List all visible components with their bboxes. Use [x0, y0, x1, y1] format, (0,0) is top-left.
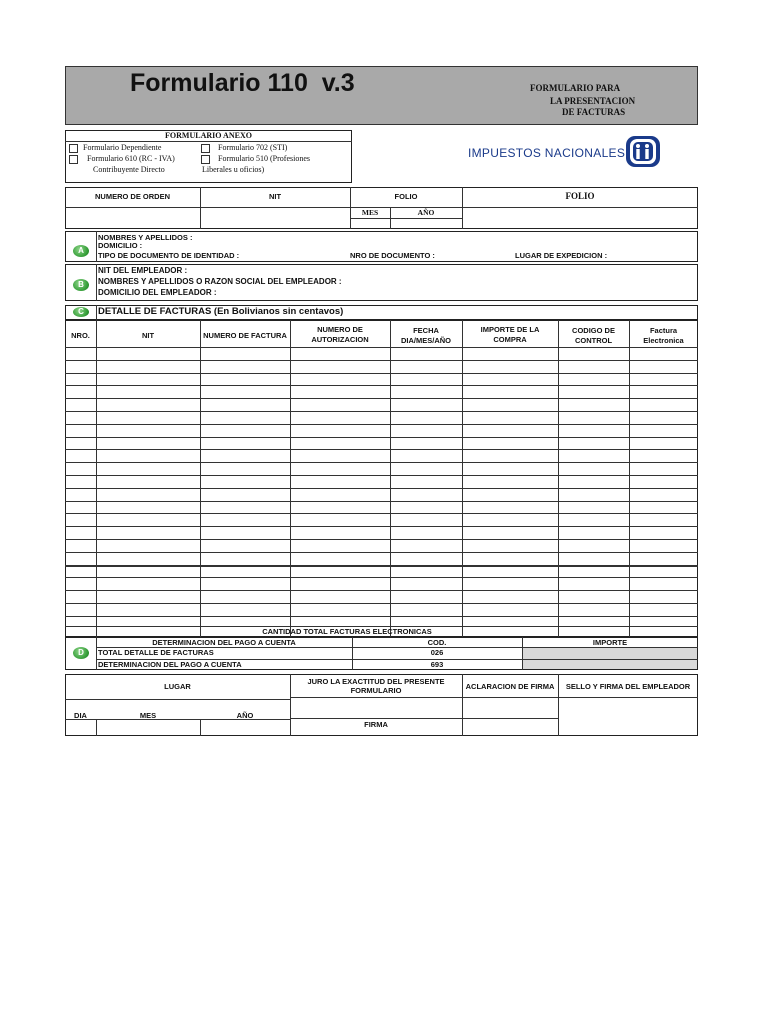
mes-footer-label: MES [139, 711, 157, 720]
pago-cuenta-label: DETERMINACION DEL PAGO A CUENTA [98, 660, 242, 669]
anexo-opt-610-sub: Contribuyente Directo [93, 165, 165, 174]
table-row[interactable] [66, 604, 697, 616]
pago-cuenta-cod: 693 [430, 660, 444, 669]
numero-orden-label: NUMERO DE ORDEN [94, 192, 170, 201]
importe-total-field[interactable] [523, 648, 697, 659]
firma-label: FIRMA [364, 720, 388, 729]
table-row[interactable] [66, 476, 697, 488]
table-row[interactable] [66, 361, 697, 373]
nro-documento-label: NRO DE DOCUMENTO : [350, 251, 435, 260]
aclaracion-label: ACLARACION DE FIRMA [465, 682, 555, 691]
col-importe-2: COMPRA [493, 335, 527, 344]
table-row[interactable] [66, 450, 697, 462]
numero-orden-field[interactable] [66, 208, 199, 228]
table-row[interactable] [66, 527, 697, 539]
anexo-opt-510: Formulario 510 (Profesiones [218, 154, 310, 163]
table-row[interactable] [66, 425, 697, 437]
domicilio-empleador-label: DOMICILIO DEL EMPLEADOR : [98, 288, 217, 297]
lugar-label: LUGAR [164, 682, 191, 691]
table-row[interactable] [66, 514, 697, 526]
table-row[interactable] [66, 591, 697, 603]
determinacion-title: DETERMINACION DEL PAGO A CUENTA [152, 638, 296, 647]
form-subtitle-3: DE FACTURAS [562, 107, 626, 117]
juro-label-2: FORMULARIO [350, 686, 402, 695]
anexo-check-610[interactable] [69, 155, 78, 164]
anexo-check-dependiente[interactable] [69, 144, 78, 153]
anexo-opt-510-sub: Liberales u oficios) [202, 165, 265, 174]
juro-label-1: JURO LA EXACTITUD DEL PRESENTE [307, 677, 445, 686]
anexo-title: FORMULARIO ANEXO [165, 131, 252, 140]
anexo-check-510[interactable] [201, 155, 210, 164]
nit-label: NIT [268, 192, 282, 201]
col-factura-1: Factura [649, 326, 678, 335]
lugar-field[interactable] [66, 700, 290, 710]
table-row[interactable] [66, 463, 697, 475]
nombres-apellidos-label: NOMBRES Y APELLIDOS : [98, 233, 193, 242]
importe-pago-field[interactable] [523, 660, 697, 669]
col-codigo-1: CODIGO DE [572, 326, 615, 335]
col-nro: NRO. [71, 331, 90, 340]
sello-firma-field[interactable] [559, 698, 697, 735]
importe-header: IMPORTE [592, 638, 628, 647]
cod-header: COD. [427, 638, 447, 647]
col-factura-2: Electronica [643, 336, 684, 345]
col-codigo-2: CONTROL [574, 336, 613, 345]
firma-field[interactable] [291, 698, 461, 717]
table-row[interactable] [66, 374, 697, 385]
form-subtitle-2: LA PRESENTACION [550, 96, 636, 106]
table-row[interactable] [66, 502, 697, 513]
lugar-expedicion-label: LUGAR DE EXPEDICION : [515, 251, 608, 260]
dia-label: DIA [74, 711, 87, 720]
anexo-opt-702: Formulario 702 (STI) [218, 143, 288, 152]
total-detalle-cod: 026 [430, 648, 444, 657]
section-b-badge: B [73, 279, 89, 291]
folio-big-label: FOLIO [565, 191, 595, 201]
table-row[interactable] [66, 553, 697, 565]
table-row[interactable] [66, 566, 697, 577]
anexo-opt-dependiente: Formulario Dependiente [83, 143, 162, 152]
table-row[interactable] [66, 438, 697, 449]
folio-field[interactable] [463, 208, 697, 228]
table-row[interactable] [66, 489, 697, 501]
form-subtitle-1: FORMULARIO PARA [530, 83, 621, 93]
anio-label: AÑO [417, 208, 435, 217]
total-detalle-label: TOTAL DETALLE DE FACTURAS [98, 648, 214, 657]
anexo-opt-610: Formulario 610 (RC - IVA) [87, 154, 175, 163]
sello-label: SELLO Y FIRMA DEL EMPLEADOR [565, 682, 691, 691]
mes-label: MES [361, 208, 379, 217]
col-autorizacion-1: NUMERO DE [317, 325, 363, 334]
impuestos-logo-icon [625, 135, 661, 168]
nit-empleador-label: NIT DEL EMPLEADOR : [98, 266, 188, 275]
col-autorizacion-2: AUTORIZACION [311, 335, 369, 344]
col-numero-factura: NUMERO DE FACTURA [203, 331, 287, 340]
detalle-facturas-title: DETALLE DE FACTURAS (En Bolivianos sin centavos) [98, 306, 344, 317]
total-electronicas-label: CANTIDAD TOTAL FACTURAS ELECTRONICAS [262, 627, 432, 636]
domicilio-label: DOMICILIO : [98, 241, 143, 250]
tipo-documento-label: TIPO DE DOCUMENTO DE IDENTIDAD : [98, 251, 240, 260]
table-row[interactable] [66, 578, 697, 590]
table-row[interactable] [66, 399, 697, 411]
col-importe-1: IMPORTE DE LA [480, 325, 540, 334]
razon-social-label: NOMBRES Y APELLIDOS O RAZON SOCIAL DEL EMPLEADOR : [98, 277, 342, 286]
table-row[interactable] [66, 412, 697, 424]
col-fecha-2: DIA/MES/AÑO [400, 336, 451, 345]
logo-text: IMPUESTOS NACIONALES [468, 146, 626, 160]
form-title: Formulario 110 v.3 [130, 69, 355, 97]
section-a-badge: A [73, 245, 89, 257]
anio-footer-label: AÑO [236, 711, 254, 720]
col-fecha-1: FECHA [413, 326, 439, 335]
table-row[interactable] [66, 386, 697, 398]
table-row[interactable] [66, 348, 697, 360]
col-nit: NIT [141, 331, 155, 340]
nit-field[interactable] [201, 208, 349, 228]
section-d-badge: D [73, 647, 89, 659]
table-row[interactable] [66, 540, 697, 552]
anexo-check-702[interactable] [201, 144, 210, 153]
table-row[interactable] [66, 617, 697, 626]
section-c-badge: C [73, 307, 89, 317]
folio-small-label: FOLIO [394, 192, 418, 201]
